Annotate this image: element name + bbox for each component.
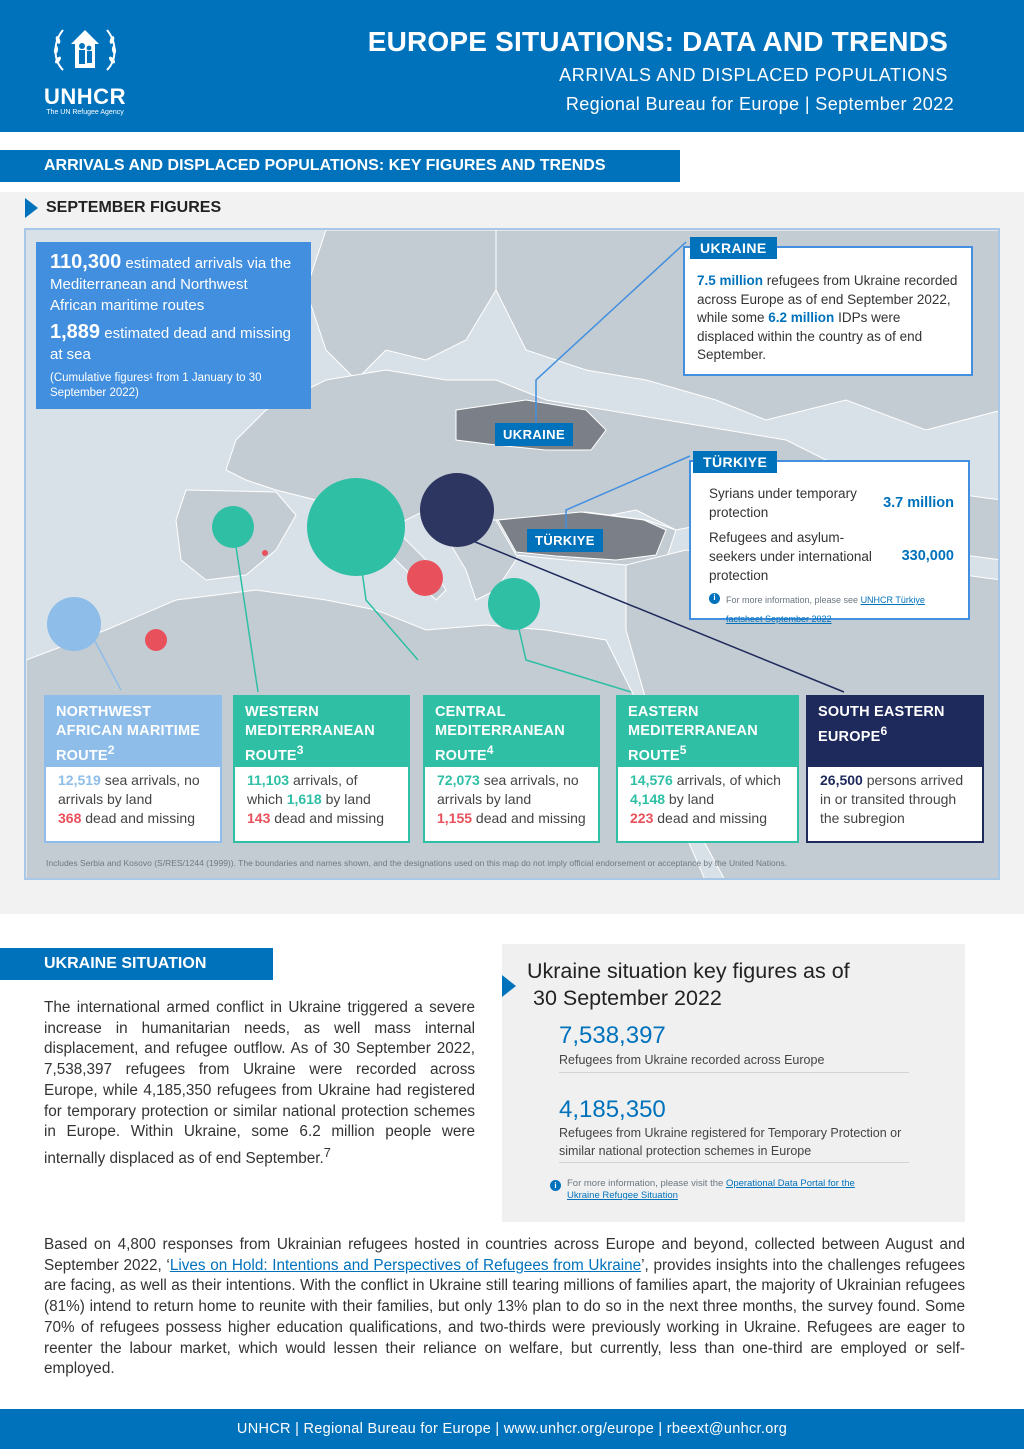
route-dead-line (437, 809, 586, 828)
turkiye-factsheet-link[interactable]: UNHCR Türkiye factsheet September 2022 (726, 595, 925, 624)
turkiye-row-label: Refugees and asylum-seekers under international protection (709, 530, 872, 583)
route-card-northwest[interactable] (44, 695, 222, 843)
data-portal-link[interactable]: Operational Data Portal for the Ukraine Refugee Situation (567, 1178, 855, 1201)
route-arrivals-text: sea arrivals, no arrivals by land (58, 772, 200, 807)
route-name: SOUTH EASTERN EUROPE (818, 704, 945, 745)
ukraine-text-1: refugees from Ukraine recorded across Europe as of end September 2022, while some (697, 273, 958, 325)
key-figure-value: 7,538,397 (559, 1022, 666, 1049)
logo-wordmark: UNHCR (44, 84, 126, 109)
ukraine-paragraph (44, 998, 475, 1170)
map-label-ukraine: UKRAINE (495, 423, 573, 446)
route-arrivals-line (630, 771, 785, 809)
route-dead-text: dead and missing (81, 810, 195, 826)
route-arrivals-text: persons arrived in or transited through the subregion (820, 772, 964, 826)
logo-tagline: The UN Refugee Agency (46, 109, 124, 116)
bubble-central-arrivals (307, 478, 405, 576)
map-disclaimer: Includes Serbia and Kosovo (S/RES/1244 (1999)). The boundaries and names shown, and the designations used on this map do not imply official endorsement or acceptance by the United Nations. (46, 858, 788, 868)
route-title (616, 695, 799, 767)
laurel-shelter-icon (49, 20, 121, 82)
ukraine-paragraph-text: The international armed conflict in Ukraine triggered a severe increase in humanitarian needs, as well mass internal displacement, and refugee outflow. As of 30 September 2022, 7,538,397 refugees from Ukraine were recorded across Europe, while 4,185,350 refugees from Ukraine had registered for temporary protection or similar national protection schemes in Europe. Within Ukraine, some 6.2 million people were internally displaced as of end September. (44, 999, 475, 1168)
lives-on-hold-link[interactable]: Lives on Hold: Intentions and Perspectives of Refugees from Ukraine (169, 1256, 642, 1274)
route-card-western[interactable] (233, 695, 410, 843)
route-body (233, 767, 410, 843)
route-dead-line (247, 809, 396, 828)
route-arrivals-value: 12,519 (58, 772, 101, 788)
data-portal-note (550, 1178, 857, 1202)
route-body (423, 767, 600, 843)
route-title (423, 695, 600, 767)
key-figures-title-line1: Ukraine situation key figures as of (527, 959, 850, 983)
unhcr-logo[interactable] (40, 20, 130, 116)
survey-paragraph (44, 1235, 965, 1380)
route-arrivals-text: sea arrivals, no arrivals by land (437, 772, 579, 807)
route-land-value: 4,148 (630, 791, 666, 807)
turkiye-note (709, 591, 954, 628)
key-figure-divider (559, 1072, 909, 1073)
route-arrivals-value: 11,103 (247, 772, 290, 788)
route-arrivals-text: arrivals, of which (247, 772, 358, 807)
survey-text-before: Based on 4,800 responses from Ukrainian refugees hosted in countries across Europe and beyond, collected between August and September 2022, ‘ (44, 1236, 965, 1274)
route-dead-value: 1,155 (437, 810, 473, 826)
turkiye-callout-tag: TÜRKIYE (693, 451, 777, 473)
route-land-text: by land (665, 791, 715, 807)
route-arrivals-line (58, 771, 208, 809)
route-title (806, 695, 984, 767)
triangle-bullet-icon (502, 975, 516, 997)
route-land-text: by land (321, 791, 371, 807)
route-land-value: 1,618 (286, 791, 322, 807)
page-subtitle: ARRIVALS AND DISPLACED POPULATIONS (559, 65, 948, 85)
map-label-turkiye: TÜRKIYE (527, 529, 603, 552)
info-icon: i (709, 593, 720, 604)
page-header (0, 0, 1024, 132)
page-footer: UNHCR | Regional Bureau for Europe | www.unhcr.org/europe | rbeext@unhcr.org (0, 1409, 1024, 1449)
route-arrivals-value: 72,073 (437, 772, 480, 788)
ukraine-idps-value: 6.2 million (768, 310, 835, 325)
route-dead-text: dead and missing (472, 810, 586, 826)
section-tag-key-figures: ARRIVALS AND DISPLACED POPULATIONS: KEY FIGURES AND TRENDS (0, 150, 680, 182)
route-arrivals-line (437, 771, 586, 809)
bubble-central-dead (407, 560, 443, 596)
route-dead-line (630, 809, 785, 828)
route-footnote: 6 (880, 724, 888, 738)
ukraine-callout-text (697, 272, 959, 365)
dead-value: 1,889 (50, 321, 101, 343)
september-figures-label: SEPTEMBER FIGURES (46, 199, 222, 216)
key-figure-value: 4,185,350 (559, 1096, 666, 1123)
key-figure-divider (559, 1162, 909, 1163)
bubble-western-arrivals (212, 506, 254, 548)
key-figure-label: Refugees from Ukraine registered for Temporary Protection or similar national protection schemes in Europe (559, 1126, 902, 1158)
bubble-western-dead (262, 550, 268, 556)
turkiye-row-value: 3.7 million (883, 494, 954, 511)
page-title: EUROPE SITUATIONS: DATA AND TRENDS (367, 26, 948, 57)
route-dead-text: dead and missing (270, 810, 384, 826)
route-name: WESTERN MEDITERRANEAN ROUTE (245, 704, 375, 764)
cumulative-note: (Cumulative figures¹ from 1 January to 30 September 2022) (50, 372, 262, 399)
route-arrivals-value: 14,576 (630, 772, 673, 788)
bubble-northwest-arrivals (47, 597, 101, 651)
data-portal-prefix: For more information, please visit the (567, 1178, 726, 1189)
route-footnote: 4 (486, 743, 494, 757)
route-card-southeastern[interactable] (806, 695, 984, 843)
arrivals-line (50, 252, 297, 316)
page-meta: Regional Bureau for Europe | September 2022 (565, 94, 954, 114)
turkiye-row (709, 528, 954, 585)
key-figures-title (527, 958, 850, 1012)
route-arrivals-line (247, 771, 396, 809)
key-figures-title-line2: 30 September 2022 (533, 986, 722, 1010)
arrivals-value: 110,300 (50, 251, 122, 273)
turkiye-note-prefix: For more information, please see (726, 595, 861, 605)
route-card-central[interactable] (423, 695, 600, 843)
dead-line (50, 322, 297, 365)
route-body (44, 767, 222, 843)
ukraine-footnote: 7 (323, 1144, 331, 1160)
key-figure-label: Refugees from Ukraine recorded across Europe (559, 1053, 825, 1067)
info-icon: i (550, 1180, 561, 1191)
ukraine-callout (683, 246, 973, 376)
ukraine-refugees-value: 7.5 million (697, 273, 764, 288)
survey-text-after: ’, provides insights into the challenges refugees are facing, as well as their intentions. With the conflict in Ukraine still tearing millions of families apart, the majority of Ukrainian refugees (81%) intend to return home to reunite with their families, but only 13% plan to do so in the next three months, the survey found. Some 70% of refugees possess higher education qualifications, and two-thirds were previously working in Ukraine. Refugees are eager to reenter the labour market, which would lessen their reliance on welfare, but currently, less than one-third are employed or self-employed. (44, 1256, 966, 1378)
route-dead-value: 223 (630, 810, 654, 826)
route-title (44, 695, 222, 767)
route-name: EASTERN MEDITERRANEAN ROUTE (628, 704, 758, 764)
ukraine-key-figures-box (502, 944, 965, 1222)
route-dead-value: 143 (247, 810, 271, 826)
arrivals-text: estimated arrivals via the Mediterranean and Northwest African maritime routes (50, 255, 292, 314)
route-title (233, 695, 410, 767)
triangle-bullet-icon (25, 198, 38, 218)
route-footnote: 2 (107, 743, 115, 757)
route-footnote: 5 (679, 743, 687, 757)
bubble-northwest-dead (145, 629, 167, 651)
turkiye-row (709, 484, 954, 522)
route-arrivals-line (820, 771, 970, 828)
route-name: NORTHWEST AFRICAN MARITIME ROUTE (56, 704, 201, 764)
bubble-eastern-arrivals (488, 578, 540, 630)
ukraine-callout-tag: UKRAINE (690, 237, 777, 259)
route-dead-value: 368 (58, 810, 82, 826)
route-arrivals-text: arrivals, of which (672, 772, 781, 788)
route-dead-line (58, 809, 208, 828)
turkiye-callout (689, 460, 970, 624)
route-body (616, 767, 799, 843)
september-figures-heading (25, 198, 221, 218)
route-dead-text: dead and missing (653, 810, 767, 826)
arrivals-summary-box (36, 242, 311, 409)
turkiye-row-label: Syrians under temporary protection (709, 486, 857, 520)
route-card-eastern[interactable] (616, 695, 799, 843)
dead-text: estimated dead and missing at sea (50, 325, 292, 363)
ukraine-text-2: IDPs were displaced within the country as of end September. (697, 310, 923, 362)
turkiye-row-value: 330,000 (901, 548, 954, 565)
section-tag-ukraine: UKRAINE SITUATION (0, 948, 273, 980)
route-name: CENTRAL MEDITERRANEAN ROUTE (435, 704, 565, 764)
bubble-southeastern (420, 473, 494, 547)
route-body (806, 767, 984, 843)
route-footnote: 3 (296, 743, 304, 757)
route-arrivals-value: 26,500 (820, 772, 863, 788)
